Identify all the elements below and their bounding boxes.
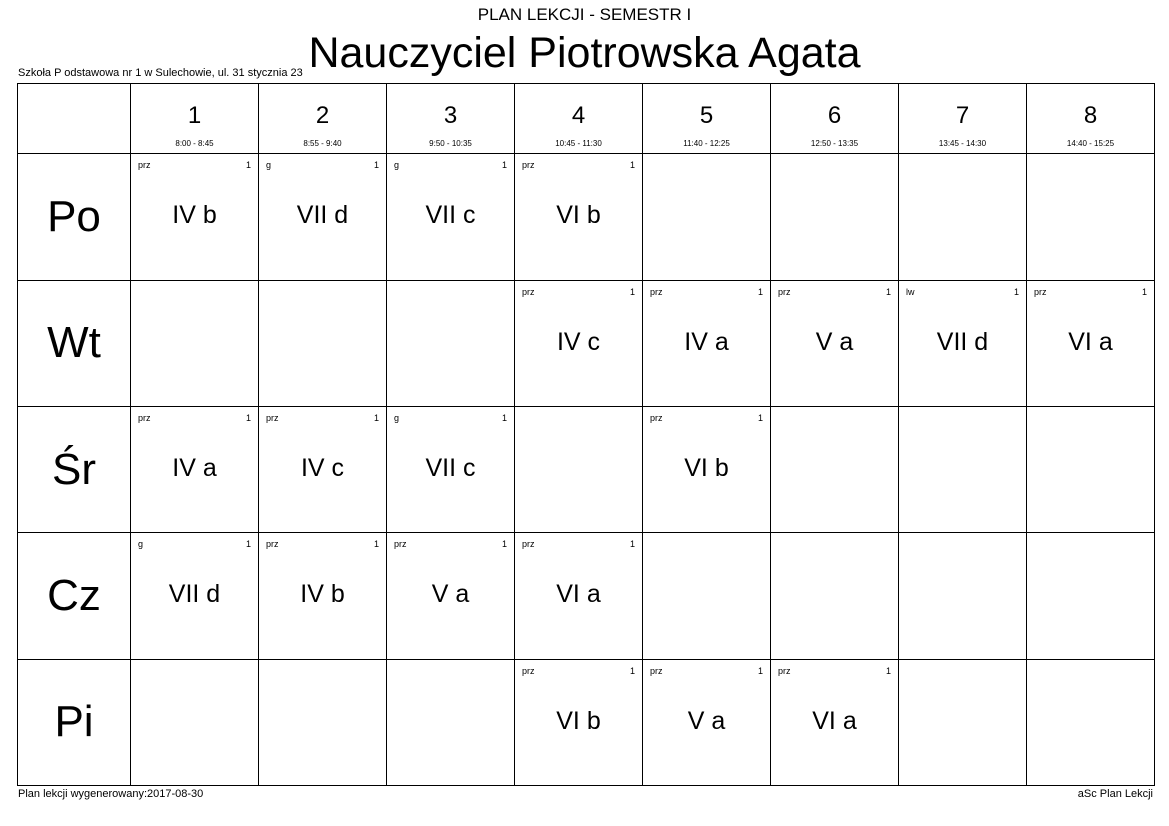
- lesson-cell: [515, 533, 643, 659]
- lesson-class: VII c: [425, 453, 476, 482]
- lesson-cell: [131, 533, 259, 659]
- lesson-cell: [771, 280, 899, 406]
- empty-cell: [899, 659, 1027, 785]
- lesson-cell: [131, 406, 259, 532]
- lesson-class: V a: [815, 327, 854, 356]
- lesson-subject: prz: [522, 665, 535, 676]
- lesson-group: 1: [1013, 286, 1019, 297]
- period-time: 10:45 - 11:30: [555, 139, 602, 148]
- empty-cell: [771, 533, 899, 659]
- empty-cell: [1027, 154, 1155, 280]
- empty-cell: [771, 154, 899, 280]
- lesson-class: IV b: [172, 201, 217, 230]
- day-row: [18, 533, 1155, 659]
- period-header-4: [515, 84, 643, 154]
- lesson-class: VI a: [1068, 327, 1113, 356]
- period-time: 14:40 - 15:25: [1066, 139, 1115, 148]
- empty-cell: [131, 659, 259, 785]
- lesson-class: IV c: [300, 453, 345, 482]
- period-header-5: [643, 84, 771, 154]
- day-label: Po: [18, 154, 131, 280]
- empty-cell: [387, 280, 515, 406]
- software-credit: aSc Plan Lekcji: [1077, 788, 1153, 800]
- school-address: Szkoła P odstawowa nr 1 w Sulechowie, ul. 31 stycznia 23: [18, 67, 303, 79]
- period-number: 6: [827, 102, 842, 129]
- empty-cell: [259, 280, 387, 406]
- lesson-subject: g: [394, 412, 400, 423]
- lesson-cell: [515, 659, 643, 785]
- lesson-class: VII d: [168, 580, 221, 609]
- lesson-subject: prz: [138, 160, 151, 171]
- lesson-group: 1: [501, 160, 507, 171]
- lesson-group: 1: [629, 665, 635, 676]
- period-time: 12:50 - 13:35: [810, 139, 859, 148]
- lesson-class: VI b: [684, 453, 729, 482]
- period-header-3: [387, 84, 515, 154]
- lesson-group: 1: [757, 665, 763, 676]
- period-header-2: [259, 84, 387, 154]
- generated-date: Plan lekcji wygenerowany:2017-08-30: [18, 788, 204, 800]
- teacher-title: Nauczyciel Piotrowska Agata: [308, 29, 861, 77]
- lesson-class: V a: [431, 580, 470, 609]
- empty-cell: [643, 154, 771, 280]
- period-number: 3: [443, 102, 458, 129]
- empty-cell: [1027, 659, 1155, 785]
- empty-cell: [899, 533, 1027, 659]
- empty-cell: [131, 280, 259, 406]
- empty-cell: [1027, 533, 1155, 659]
- lesson-group: 1: [373, 539, 379, 550]
- period-time: 8:55 - 9:40: [303, 139, 342, 148]
- lesson-group: 1: [245, 539, 251, 550]
- period-time: 11:40 - 12:25: [683, 139, 730, 148]
- lesson-class: VII c: [425, 201, 476, 230]
- lesson-subject: prz: [138, 412, 151, 423]
- lesson-cell: [899, 280, 1027, 406]
- lesson-class: VI a: [812, 706, 857, 735]
- lesson-class: VI b: [556, 706, 601, 735]
- period-number: 8: [1083, 102, 1098, 129]
- period-header-7: [899, 84, 1027, 154]
- period-time: 13:45 - 14:30: [938, 139, 987, 148]
- lesson-cell: [387, 406, 515, 532]
- lesson-class: VII d: [936, 327, 989, 356]
- lesson-group: 1: [1141, 286, 1147, 297]
- lesson-class: IV c: [556, 327, 601, 356]
- lesson-cell: [259, 533, 387, 659]
- period-number: 5: [699, 102, 714, 129]
- lesson-subject: prz: [778, 665, 791, 676]
- period-time: 9:50 - 10:35: [429, 139, 472, 148]
- lesson-cell: [259, 154, 387, 280]
- lesson-subject: prz: [394, 539, 407, 550]
- lesson-cell: [643, 406, 771, 532]
- lesson-subject: g: [138, 539, 144, 550]
- lesson-group: 1: [245, 160, 251, 171]
- corner-cell: [18, 84, 131, 154]
- day-label: Wt: [18, 280, 131, 406]
- lesson-cell: [643, 280, 771, 406]
- lesson-cell: [515, 280, 643, 406]
- period-time: 8:00 - 8:45: [175, 139, 214, 148]
- lesson-group: 1: [629, 539, 635, 550]
- lesson-cell: [131, 154, 259, 280]
- lesson-group: 1: [757, 412, 763, 423]
- lesson-group: 1: [629, 160, 635, 171]
- lesson-group: 1: [629, 286, 635, 297]
- empty-cell: [771, 406, 899, 532]
- lesson-class: VII d: [296, 201, 349, 230]
- period-number: 4: [571, 102, 586, 129]
- day-label: Pi: [18, 659, 131, 785]
- period-header-8: [1027, 84, 1155, 154]
- lesson-subject: prz: [266, 539, 279, 550]
- lesson-class: IV b: [300, 580, 345, 609]
- lesson-group: 1: [373, 412, 379, 423]
- lesson-subject: prz: [778, 286, 791, 297]
- lesson-subject: prz: [650, 412, 663, 423]
- empty-cell: [387, 659, 515, 785]
- period-number: 7: [955, 102, 970, 129]
- day-row: [18, 280, 1155, 406]
- lesson-subject: lw: [906, 286, 915, 297]
- empty-cell: [643, 533, 771, 659]
- lesson-subject: g: [394, 160, 400, 171]
- day-row: [18, 659, 1155, 785]
- lesson-group: 1: [757, 286, 763, 297]
- empty-cell: [515, 406, 643, 532]
- empty-cell: [899, 406, 1027, 532]
- period-number: 2: [315, 102, 330, 129]
- lesson-subject: prz: [522, 160, 535, 171]
- lesson-subject: prz: [266, 412, 279, 423]
- lesson-cell: [1027, 280, 1155, 406]
- lesson-group: 1: [501, 539, 507, 550]
- day-row: [18, 406, 1155, 532]
- lesson-class: VI a: [556, 580, 601, 609]
- lesson-cell: [515, 154, 643, 280]
- lesson-group: 1: [245, 412, 251, 423]
- lesson-cell: [643, 659, 771, 785]
- lesson-subject: prz: [1034, 286, 1047, 297]
- lesson-class: IV a: [172, 453, 217, 482]
- lesson-group: 1: [885, 665, 891, 676]
- lesson-cell: [387, 533, 515, 659]
- day-row: [18, 154, 1155, 280]
- lesson-cell: [387, 154, 515, 280]
- period-header-row: [18, 84, 1155, 154]
- empty-cell: [1027, 406, 1155, 532]
- lesson-subject: prz: [650, 665, 663, 676]
- period-header-1: [131, 84, 259, 154]
- day-label: Cz: [18, 533, 131, 659]
- period-header-6: [771, 84, 899, 154]
- lesson-subject: prz: [522, 539, 535, 550]
- plan-subtitle: PLAN LEKCJI - SEMESTR I: [477, 5, 692, 24]
- lesson-class: IV a: [684, 327, 729, 356]
- empty-cell: [259, 659, 387, 785]
- lesson-group: 1: [885, 286, 891, 297]
- timetable-grid: [17, 83, 1155, 786]
- lesson-subject: prz: [650, 286, 663, 297]
- period-number: 1: [187, 102, 202, 129]
- lesson-subject: g: [266, 160, 272, 171]
- lesson-class: V a: [687, 706, 726, 735]
- lesson-cell: [771, 659, 899, 785]
- day-label: Śr: [18, 406, 131, 532]
- lesson-class: VI b: [556, 201, 601, 230]
- empty-cell: [899, 154, 1027, 280]
- lesson-group: 1: [501, 412, 507, 423]
- lesson-cell: [259, 406, 387, 532]
- lesson-subject: prz: [522, 286, 535, 297]
- lesson-group: 1: [373, 160, 379, 171]
